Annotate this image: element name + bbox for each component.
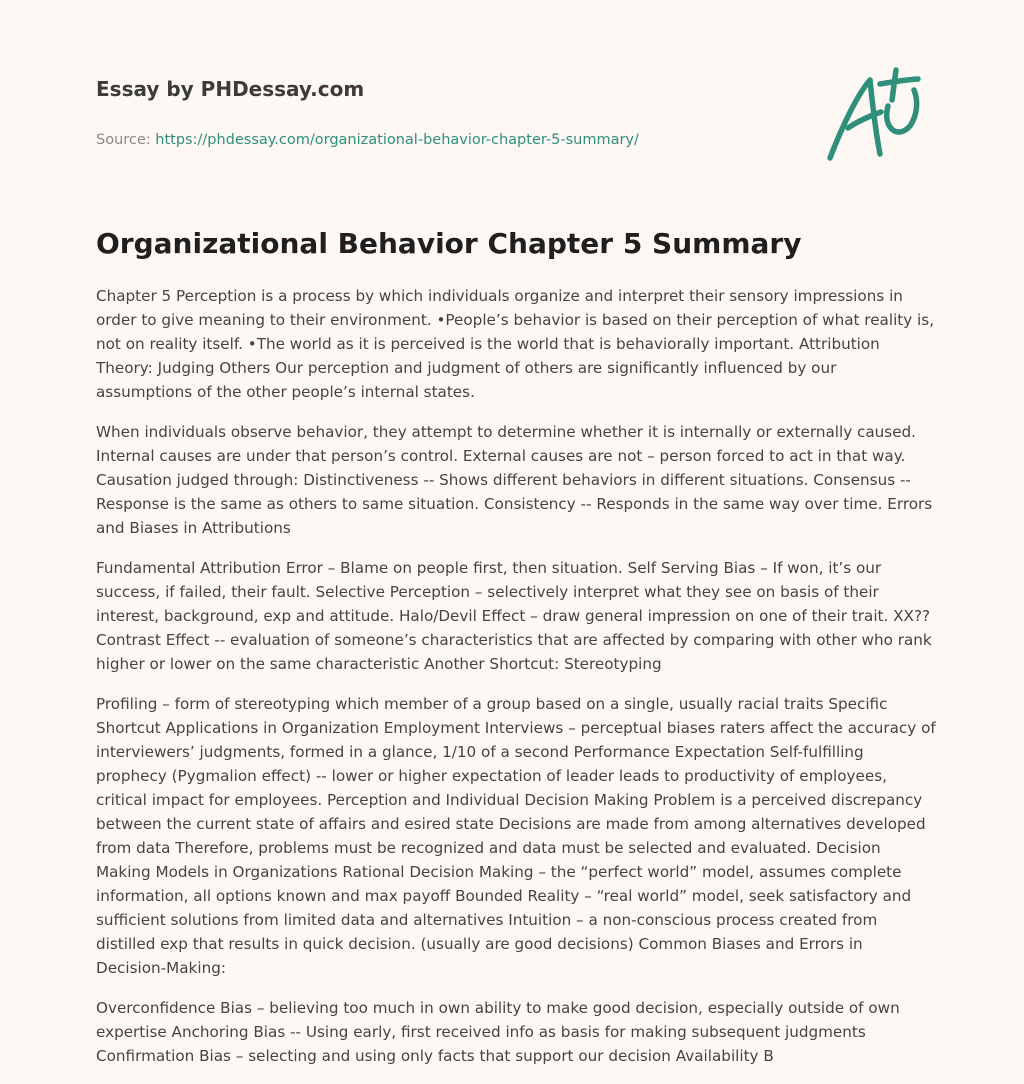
site-brand: Essay by PHDessay.com bbox=[96, 77, 365, 101]
page-title: Organizational Behavior Chapter 5 Summary bbox=[96, 227, 802, 260]
document-header bbox=[96, 74, 796, 150]
paragraph: Chapter 5 Perception is a process by which individuals organize and interpret their sensory impressions in order to give meaning to their environment. •People’s behavior is based on their perception of what reality is, not on reality itself. •The world as it is perceived is the world that is behaviorally important. Attribution Theory: Judging Others Our perception and judgment of others are significantly influenced by our assumptions of the other people’s internal states. bbox=[96, 287, 935, 401]
source-label: Source: bbox=[96, 132, 156, 148]
a-plus-logo-icon bbox=[820, 66, 932, 166]
paragraph: When individuals observe behavior, they attempt to determine whether it is internally or externally caused. Internal causes are under that person’s control. External causes are not – person forced to act in that way. Causation judged through: Distinctiveness -- Shows different behaviors in different situations. Consensus -- Response is the same as others to same situation. Consistency -- Responds in the same way over time. Errors and Biases in Attributions bbox=[96, 423, 933, 537]
essay-body bbox=[96, 284, 936, 1084]
paragraph: Overconfidence Bias – believing too much in own ability to make good decision, especially outside of own expertise Anchoring Bias -- Using early, first received info as basis for making subsequent judgments Confirmation Bias – selecting and using only facts that support our decision Availability B bbox=[96, 999, 900, 1065]
source-line bbox=[96, 130, 796, 150]
paragraph: Fundamental Attribution Error – Blame on people first, then situation. Self Serving Bias – If won, it’s our success, if failed, their fault. Selective Perception – selectively interpret what they see on basis of their interest, background, exp and attitude. Halo/Devil Effect – draw general impression on one of their trait. XX?? Contrast Effect -- evaluation of someone’s characteristics that are affected by comparing with other who rank higher or lower on the same characteristic Another Shortcut: Stereotyping bbox=[96, 559, 932, 673]
source-link[interactable]: https://phdessay.com/organizational-behavior-chapter-5-summary/ bbox=[155, 132, 639, 148]
paragraph: Profiling – form of stereotyping which member of a group based on a single, usually racial traits Specific Shortcut Applications in Organization Employment Interviews – perceptual biases raters affect the accuracy of interviewers’ judgments, formed in a glance, 1/10 of a second Performance Expectation Self-fulfilling prophecy (Pygmalion effect) -- lower or higher expectation of leader leads to productivity of employees, critical impact for employees. Perception and Individual Decision Making Problem is a perceived discrepancy between the current state of affairs and esired state Decisions are made from among alternatives developed from data Therefore, problems must be recognized and data must be selected and evaluated. Decision Making Models in Organizations Rational Decision Making – the “perfect world” model, assumes complete information, all options known and max payoff Bounded Reality – “real world” model, seek satisfactory and sufficient solutions from limited data and alternatives Intuition – a non-conscious process created from distilled exp that results in quick decision. (usually are good decisions) Common Biases and Errors in Decision-Making: bbox=[96, 695, 936, 977]
